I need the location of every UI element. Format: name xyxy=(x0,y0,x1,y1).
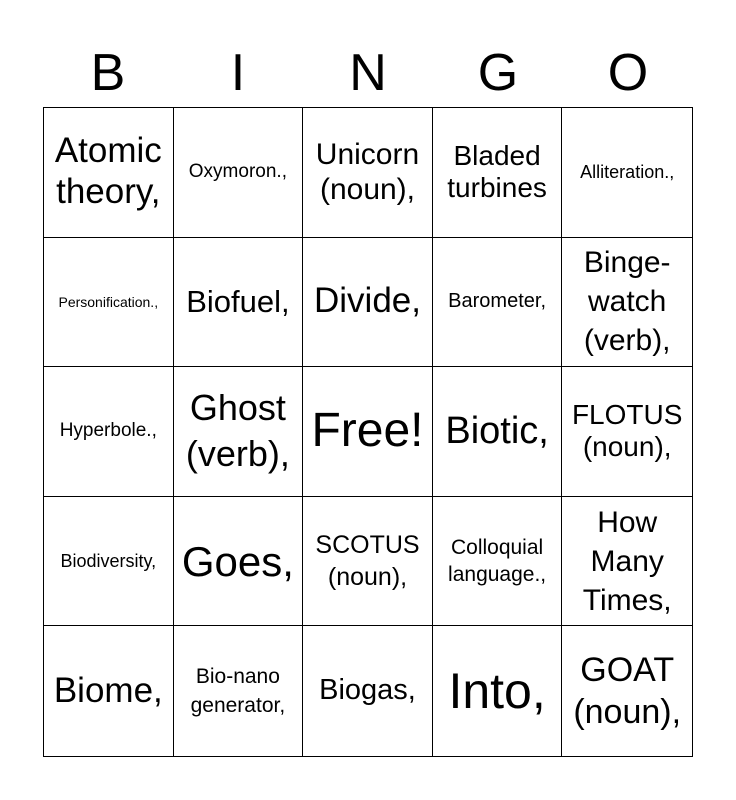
cell-label: Biofuel, xyxy=(186,283,290,319)
bingo-cell[interactable] xyxy=(174,367,304,497)
cell-label: Oxymoron., xyxy=(188,161,287,183)
cell-label: Ghost (verb), xyxy=(185,386,290,475)
bingo-cell[interactable] xyxy=(562,108,692,238)
bingo-cell[interactable] xyxy=(562,367,692,497)
cell-label: SCOTUS (noun), xyxy=(315,530,420,592)
bingo-cell[interactable] xyxy=(562,497,692,627)
bingo-cell[interactable] xyxy=(433,497,563,627)
bingo-cell[interactable] xyxy=(433,626,563,756)
cell-label: Atomic theory, xyxy=(54,131,162,212)
cell-label: Alliteration., xyxy=(580,161,675,182)
cell-label: Barometer, xyxy=(448,290,546,313)
bingo-cell[interactable] xyxy=(303,626,433,756)
cell-label: Unicorn (noun), xyxy=(315,138,420,207)
bingo-cell[interactable] xyxy=(433,367,563,497)
bingo-cell[interactable] xyxy=(44,238,174,368)
bingo-cell[interactable] xyxy=(562,238,692,368)
bingo-cell[interactable] xyxy=(174,497,304,627)
bingo-cell[interactable] xyxy=(303,238,433,368)
bingo-cell[interactable] xyxy=(44,626,174,756)
cell-label: Divide, xyxy=(314,281,421,321)
cell-label: Biodiversity, xyxy=(60,550,157,571)
cell-label: FLOTUS (noun), xyxy=(571,398,683,463)
header-letter-g: G xyxy=(477,44,519,102)
cell-label: Free! xyxy=(311,404,424,458)
header-letter-b: B xyxy=(90,44,126,102)
cell-label: Colloquial language., xyxy=(448,535,547,587)
cell-label: Bladed turbines xyxy=(447,139,547,204)
cell-label: GOAT (noun), xyxy=(573,650,682,732)
bingo-header xyxy=(43,40,693,106)
cell-label: How Many Times, xyxy=(582,505,672,617)
bingo-cell[interactable] xyxy=(303,108,433,238)
bingo-cell[interactable] xyxy=(174,626,304,756)
cell-label: Personification., xyxy=(58,293,159,310)
bingo-cell[interactable] xyxy=(174,238,304,368)
bingo-cell[interactable] xyxy=(44,108,174,238)
cell-label: Goes, xyxy=(181,537,294,585)
bingo-cell[interactable] xyxy=(562,626,692,756)
header-letter-i: I xyxy=(230,44,246,102)
header-letter-o: O xyxy=(607,44,649,102)
bingo-cell[interactable] xyxy=(44,367,174,497)
cell-label: Binge- watch (verb), xyxy=(583,246,671,358)
header-letter-n: N xyxy=(349,44,387,102)
cell-label: Biome, xyxy=(53,670,163,710)
bingo-cell[interactable] xyxy=(303,367,433,497)
bingo-board xyxy=(43,107,693,757)
bingo-cell[interactable] xyxy=(174,108,304,238)
cell-label: Biogas, xyxy=(319,674,416,707)
bingo-cell[interactable] xyxy=(433,238,563,368)
cell-label: Into, xyxy=(448,662,546,719)
bingo-cell[interactable] xyxy=(44,497,174,627)
cell-label: Hyperbole., xyxy=(59,420,157,442)
bingo-cell[interactable] xyxy=(303,497,433,627)
cell-label: Biotic, xyxy=(445,410,549,453)
cell-label: Bio-nano generator, xyxy=(190,664,286,718)
bingo-cell[interactable] xyxy=(433,108,563,238)
